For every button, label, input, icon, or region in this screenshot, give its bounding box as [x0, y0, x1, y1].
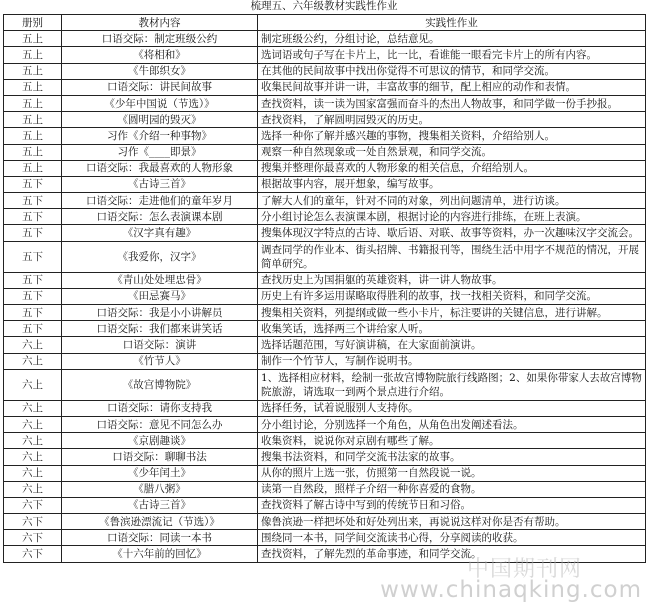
- cell-grade: 五下: [4, 209, 62, 225]
- header-activity: 实践性作业: [258, 15, 646, 31]
- table-row: [4, 225, 646, 241]
- header-grade: 册别: [4, 15, 62, 31]
- cell-content: 《圆明园的毁灭》: [62, 112, 258, 128]
- cell-grade: 六下: [4, 530, 62, 546]
- cell-grade: 六上: [4, 337, 62, 353]
- table-row: [4, 79, 646, 95]
- cell-content: 口语交际：意见不同怎么办: [62, 416, 258, 432]
- cell-grade: 五下: [4, 176, 62, 192]
- cell-content: 《鲁滨逊漂流记（节选）》: [62, 514, 258, 530]
- cell-grade: 五上: [4, 160, 62, 176]
- cell-grade: 五上: [4, 144, 62, 160]
- cell-content: 口语交际：怎么表演课本剧: [62, 209, 258, 225]
- table-row: [4, 321, 646, 337]
- cell-activity: 制作一个竹节人，写制作说明书。: [258, 353, 646, 369]
- table-row: [4, 31, 646, 47]
- cell-activity: 选择任务，试着说服别人支持你。: [258, 400, 646, 416]
- cell-content: 口语交际：我是小小讲解员: [62, 305, 258, 321]
- cell-grade: 六上: [4, 433, 62, 449]
- cell-grade: 五下: [4, 321, 62, 337]
- table-row: [4, 416, 646, 432]
- cell-grade: 五上: [4, 95, 62, 111]
- table-row: [4, 433, 646, 449]
- cell-activity: 搜集体现汉字特点的古诗、歇后语、对联、故事等资料，办一次趣味汉字交流会。: [258, 225, 646, 241]
- cell-activity: 像鲁滨逊一样把坏处和好处列出来，再说说这样对你是否有帮助。: [258, 514, 646, 530]
- table-row: [4, 209, 646, 225]
- table-row: [4, 305, 646, 321]
- cell-content: 《将相和》: [62, 47, 258, 63]
- cell-activity: 搜集相关资料，列提纲或做一些小卡片，标注要讲的关键信息，进行讲解。: [258, 305, 646, 321]
- cell-grade: 六下: [4, 497, 62, 513]
- cell-activity: 查找资料了解古诗中写到的传统节日和习俗。: [258, 497, 646, 513]
- table-row: [4, 95, 646, 111]
- header-content: 教材内容: [62, 15, 258, 31]
- cell-content: 《十六年前的回忆》: [62, 546, 258, 562]
- cell-content: 口语交际：走进他们的童年岁月: [62, 193, 258, 209]
- cell-activity: 分小组讨论怎么表演课本剧，根据讨论的内容进行排练，在班上表演。: [258, 209, 646, 225]
- cell-activity: 搜集书法资料，和同学交流书法家的故事。: [258, 449, 646, 465]
- cell-grade: 五上: [4, 112, 62, 128]
- cell-content: 口语交际：演讲: [62, 337, 258, 353]
- cell-grade: 五上: [4, 79, 62, 95]
- cell-content: 口语交际：请你支持我: [62, 400, 258, 416]
- cell-grade: 六上: [4, 465, 62, 481]
- cell-activity: 了解大人们的童年，针对不同的对象，列出问题清单，进行访谈。: [258, 193, 646, 209]
- table-row: [4, 193, 646, 209]
- cell-grade: 五上: [4, 128, 62, 144]
- cell-content: 口语交际：聊聊书法: [62, 449, 258, 465]
- document-title: 梳理五、六年级教材实践性作业: [250, 0, 398, 12]
- cell-content: 口语交际：制定班级公约: [62, 31, 258, 47]
- cell-grade: 五下: [4, 305, 62, 321]
- cell-grade: 五下: [4, 272, 62, 288]
- cell-content: 《京剧趣谈》: [62, 433, 258, 449]
- cell-activity: 分小组讨论，分别选择一个角色，从角色出发阐述看法。: [258, 416, 646, 432]
- cell-activity: 从你的照片上选一张，仿照第一自然段说一说。: [258, 465, 646, 481]
- cell-content: 《竹节人》: [62, 353, 258, 369]
- cell-activity: 选择话题范围，写好演讲稿，在大家面前演讲。: [258, 337, 646, 353]
- cell-grade: 六上: [4, 416, 62, 432]
- cell-grade: 五下: [4, 241, 62, 272]
- table-body: [4, 31, 646, 562]
- cell-grade: 五上: [4, 63, 62, 79]
- cell-activity: 读第一自然段，照样子介绍一种你喜爱的食物。: [258, 481, 646, 497]
- cell-activity: 收集资料，说说你对京剧有哪些了解。: [258, 433, 646, 449]
- cell-content: 《古诗三首》: [62, 497, 258, 513]
- cell-grade: 六上: [4, 369, 62, 400]
- cell-activity: 查找资料，读一读为国家富强而奋斗的杰出人物故事，和同学做一份手抄报。: [258, 95, 646, 111]
- cell-content: 《古诗三首》: [62, 176, 258, 192]
- table-row: [4, 288, 646, 304]
- table-row: [4, 160, 646, 176]
- table-row: [4, 514, 646, 530]
- cell-content: 口语交际：我们都来讲笑话: [62, 321, 258, 337]
- table-header-row: [4, 15, 646, 31]
- cell-activity: 查找资料，了解先烈的革命事迹，和同学交流。: [258, 546, 646, 562]
- cell-grade: 六上: [4, 353, 62, 369]
- table-row: [4, 369, 646, 400]
- cell-activity: 收集民间故事并讲一讲，丰富故事的细节，配上相应的动作和表情。: [258, 79, 646, 95]
- cell-content: 习作《____即景》: [62, 144, 258, 160]
- table-row: [4, 63, 646, 79]
- cell-activity: 根据故事内容，展开想象，编写故事。: [258, 176, 646, 192]
- table-row: [4, 465, 646, 481]
- cell-content: 《我爱你，汉字》: [62, 241, 258, 272]
- cell-grade: 六上: [4, 449, 62, 465]
- watermark: [380, 557, 642, 603]
- cell-grade: 六上: [4, 481, 62, 497]
- table-row: [4, 481, 646, 497]
- cell-grade: 六上: [4, 400, 62, 416]
- cell-content: 《汉字真有趣》: [62, 225, 258, 241]
- cell-activity: 选词语或句子写在卡片上，比一比，看谁能一眼看完卡片上的所有内容。: [258, 47, 646, 63]
- cell-grade: 五上: [4, 31, 62, 47]
- cell-activity: 收集笑话，选择两三个讲给家人听。: [258, 321, 646, 337]
- cell-activity: 1、选择相应材料，绘制一张故宫博物院旅行线路图；2、如果你带家人去故宫博物院旅游，请选取一到两个景点进行介绍。: [258, 369, 646, 400]
- cell-grade: 六下: [4, 514, 62, 530]
- watermark-url: www.chinaqking.com: [380, 577, 642, 603]
- cell-activity: 搜集并整理你最喜欢的人物形象的相关信息，介绍给别人。: [258, 160, 646, 176]
- cell-activity: 制定班级公约，分组讨论，总结意见。: [258, 31, 646, 47]
- homework-table: [3, 14, 646, 563]
- table-row: [4, 47, 646, 63]
- table-row: [4, 272, 646, 288]
- table-row: [4, 497, 646, 513]
- table-row: [4, 400, 646, 416]
- cell-content: 《腊八粥》: [62, 481, 258, 497]
- cell-content: 口语交际：讲民间故事: [62, 79, 258, 95]
- cell-content: 习作《介绍一种事物》: [62, 128, 258, 144]
- cell-grade: 五下: [4, 288, 62, 304]
- cell-activity: 围绕同一本书，同学间交流读书心得，分享阅读的收获。: [258, 530, 646, 546]
- table-row: [4, 241, 646, 272]
- cell-content: 《少年中国说（节选）》: [62, 95, 258, 111]
- table-row: [4, 353, 646, 369]
- cell-content: 口语交际：同读一本书: [62, 530, 258, 546]
- cell-grade: 五下: [4, 193, 62, 209]
- table-row: [4, 144, 646, 160]
- cell-activity: 历史上有许多运用谋略取得胜利的故事，找一找相关资料，和同学交流。: [258, 288, 646, 304]
- table-row: [4, 530, 646, 546]
- cell-activity: 调查同学的作业本、街头招牌、书籍报刊等，围绕生活中用字不规范的情况，开展简单研究。: [258, 241, 646, 272]
- cell-grade: 五上: [4, 47, 62, 63]
- cell-content: 《少年闰土》: [62, 465, 258, 481]
- cell-activity: 在其他的民间故事中找出你觉得不可思议的情节，和同学交流。: [258, 63, 646, 79]
- cell-activity: 观察一种自然现象或一处自然景观，和同学交流。: [258, 144, 646, 160]
- cell-activity: 查找资料，了解圆明园毁灭的历史。: [258, 112, 646, 128]
- cell-content: 《故宫博物院》: [62, 369, 258, 400]
- cell-activity: 查找历史上为国捐躯的英雄资料，讲一讲人物故事。: [258, 272, 646, 288]
- table-row: [4, 337, 646, 353]
- cell-grade: 五下: [4, 225, 62, 241]
- cell-activity: 选择一种你了解并感兴趣的事物，搜集相关资料，介绍给别人。: [258, 128, 646, 144]
- cell-content: 《田忌赛马》: [62, 288, 258, 304]
- cell-content: 《牛郎织女》: [62, 63, 258, 79]
- watermark-cn: 中国期刊网: [466, 557, 582, 582]
- cell-content: 《青山处处埋忠骨》: [62, 272, 258, 288]
- table-row: [4, 449, 646, 465]
- table-row: [4, 176, 646, 192]
- cell-content: 口语交际：我最喜欢的人物形象: [62, 160, 258, 176]
- cell-grade: 六下: [4, 546, 62, 562]
- table-row: [4, 128, 646, 144]
- table-row: [4, 112, 646, 128]
